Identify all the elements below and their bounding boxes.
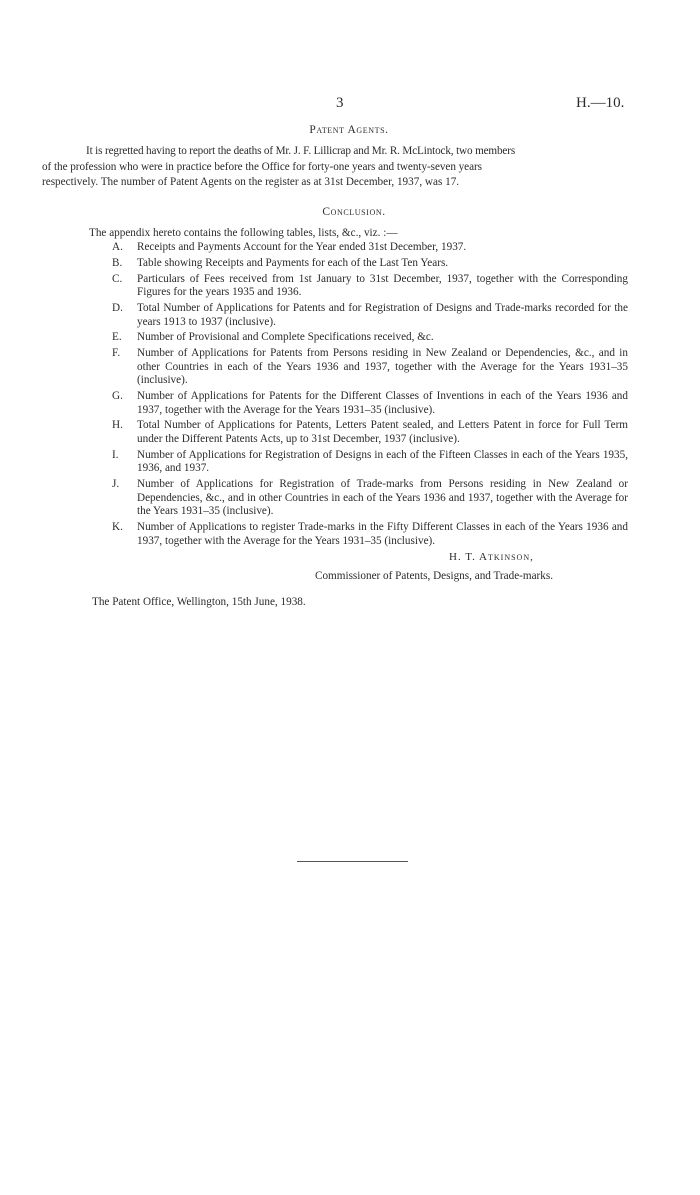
item-text: Number of Applications for Patents for the Different Classes of Inventions in each of the Years 1936 and 1937, together with the Average for the Years 1931–35 (inclusive). xyxy=(137,390,628,416)
item-letter: C. xyxy=(112,272,123,285)
end-rule xyxy=(297,861,408,862)
item-text: Total Number of Applications for Patents, Letters Patent sealed, and Letters Patent in force for Full Term under the Different Patents Acts, up to 31st December, 1937 (inclusive). xyxy=(137,419,628,446)
signatory-title: Commissioner of Patents, Designs, and Trade-marks. xyxy=(315,570,554,582)
list-item xyxy=(112,478,628,519)
page-number: 3 xyxy=(336,95,344,111)
item-letter: K. xyxy=(112,521,123,534)
list-item xyxy=(112,273,628,300)
item-letter: E. xyxy=(112,331,122,344)
list-item xyxy=(112,390,628,417)
list-item xyxy=(112,449,628,476)
place-and-date: The Patent Office, Wellington, 15th June, 1938. xyxy=(92,596,306,608)
item-text: Number of Applications for Registration of Trade-marks from Persons residing in New Zealand or Dependencies, &c., and in other Countries in each of the Years 1936 and 1937, together with the Average for the Years 1931–35 (inclusive). xyxy=(137,478,628,518)
item-letter: F. xyxy=(112,347,121,360)
item-letter: H. xyxy=(112,419,123,432)
list-item xyxy=(112,419,628,446)
list-item xyxy=(112,347,628,388)
item-text: Total Number of Applications for Patents and for Registration of Designs and Trade-marks recorded for the years 1913 to 1937 (inclusive). xyxy=(137,301,628,328)
item-letter: A. xyxy=(112,241,123,253)
item-text: Number of Applications to register Trade-marks in the Fifty Different Classes in each of the Years 1936 and 1937, together with the Average for the Years 1931–35 (inclusive). xyxy=(137,521,628,547)
list-item xyxy=(112,241,628,255)
patent-agents-heading: Patent Agents. xyxy=(309,124,389,136)
item-letter: G. xyxy=(112,390,123,403)
item-letter: I. xyxy=(112,448,119,461)
patent-agents-paragraph xyxy=(42,144,626,191)
item-text: Table showing Receipts and Payments for each of the Last Ten Years. xyxy=(137,256,449,269)
patent-agents-line: of the profession who were in practice before the Office for forty-one years and twenty-seven years xyxy=(42,160,482,173)
item-text: Particulars of Fees received from 1st January to 31st December, 1937, together with the Corresponding Figures for the years 1935 and 1936. xyxy=(137,272,628,299)
item-text: Number of Applications for Registration of Designs in each of the Fifteen Classes in each of the Years 1935, 1936, and 1937. xyxy=(137,448,628,475)
document-reference: H.—10. xyxy=(576,95,625,111)
item-letter: D. xyxy=(112,301,123,314)
signatory-name: H. T. Atkinson, xyxy=(449,551,534,563)
appendix-list xyxy=(112,241,628,551)
conclusion-heading: Conclusion. xyxy=(322,206,386,218)
item-text: Number of Provisional and Complete Specifications received, &c. xyxy=(137,331,434,344)
list-item xyxy=(112,257,628,271)
list-item xyxy=(112,331,628,345)
item-letter: B. xyxy=(112,256,123,269)
list-item xyxy=(112,302,628,329)
patent-agents-line: It is regretted having to report the deaths of Mr. J. F. Lillicrap and Mr. R. McLintock, two members xyxy=(86,145,516,157)
item-letter: J. xyxy=(112,478,120,491)
patent-agents-line: respectively. The number of Patent Agents on the register as at 31st December, 1937, was 17. xyxy=(42,176,460,188)
item-text: Number of Applications for Patents from Persons residing in New Zealand or Dependencies, &c., and in other Countries in each of the Years 1936 and 1937, together with the Average for the Years 1931–35 (inclusive). xyxy=(137,347,628,387)
conclusion-intro: The appendix hereto contains the following tables, lists, &c., viz. :— xyxy=(89,227,398,239)
list-item xyxy=(112,521,628,548)
item-text: Receipts and Payments Account for the Year ended 31st December, 1937. xyxy=(137,241,467,253)
